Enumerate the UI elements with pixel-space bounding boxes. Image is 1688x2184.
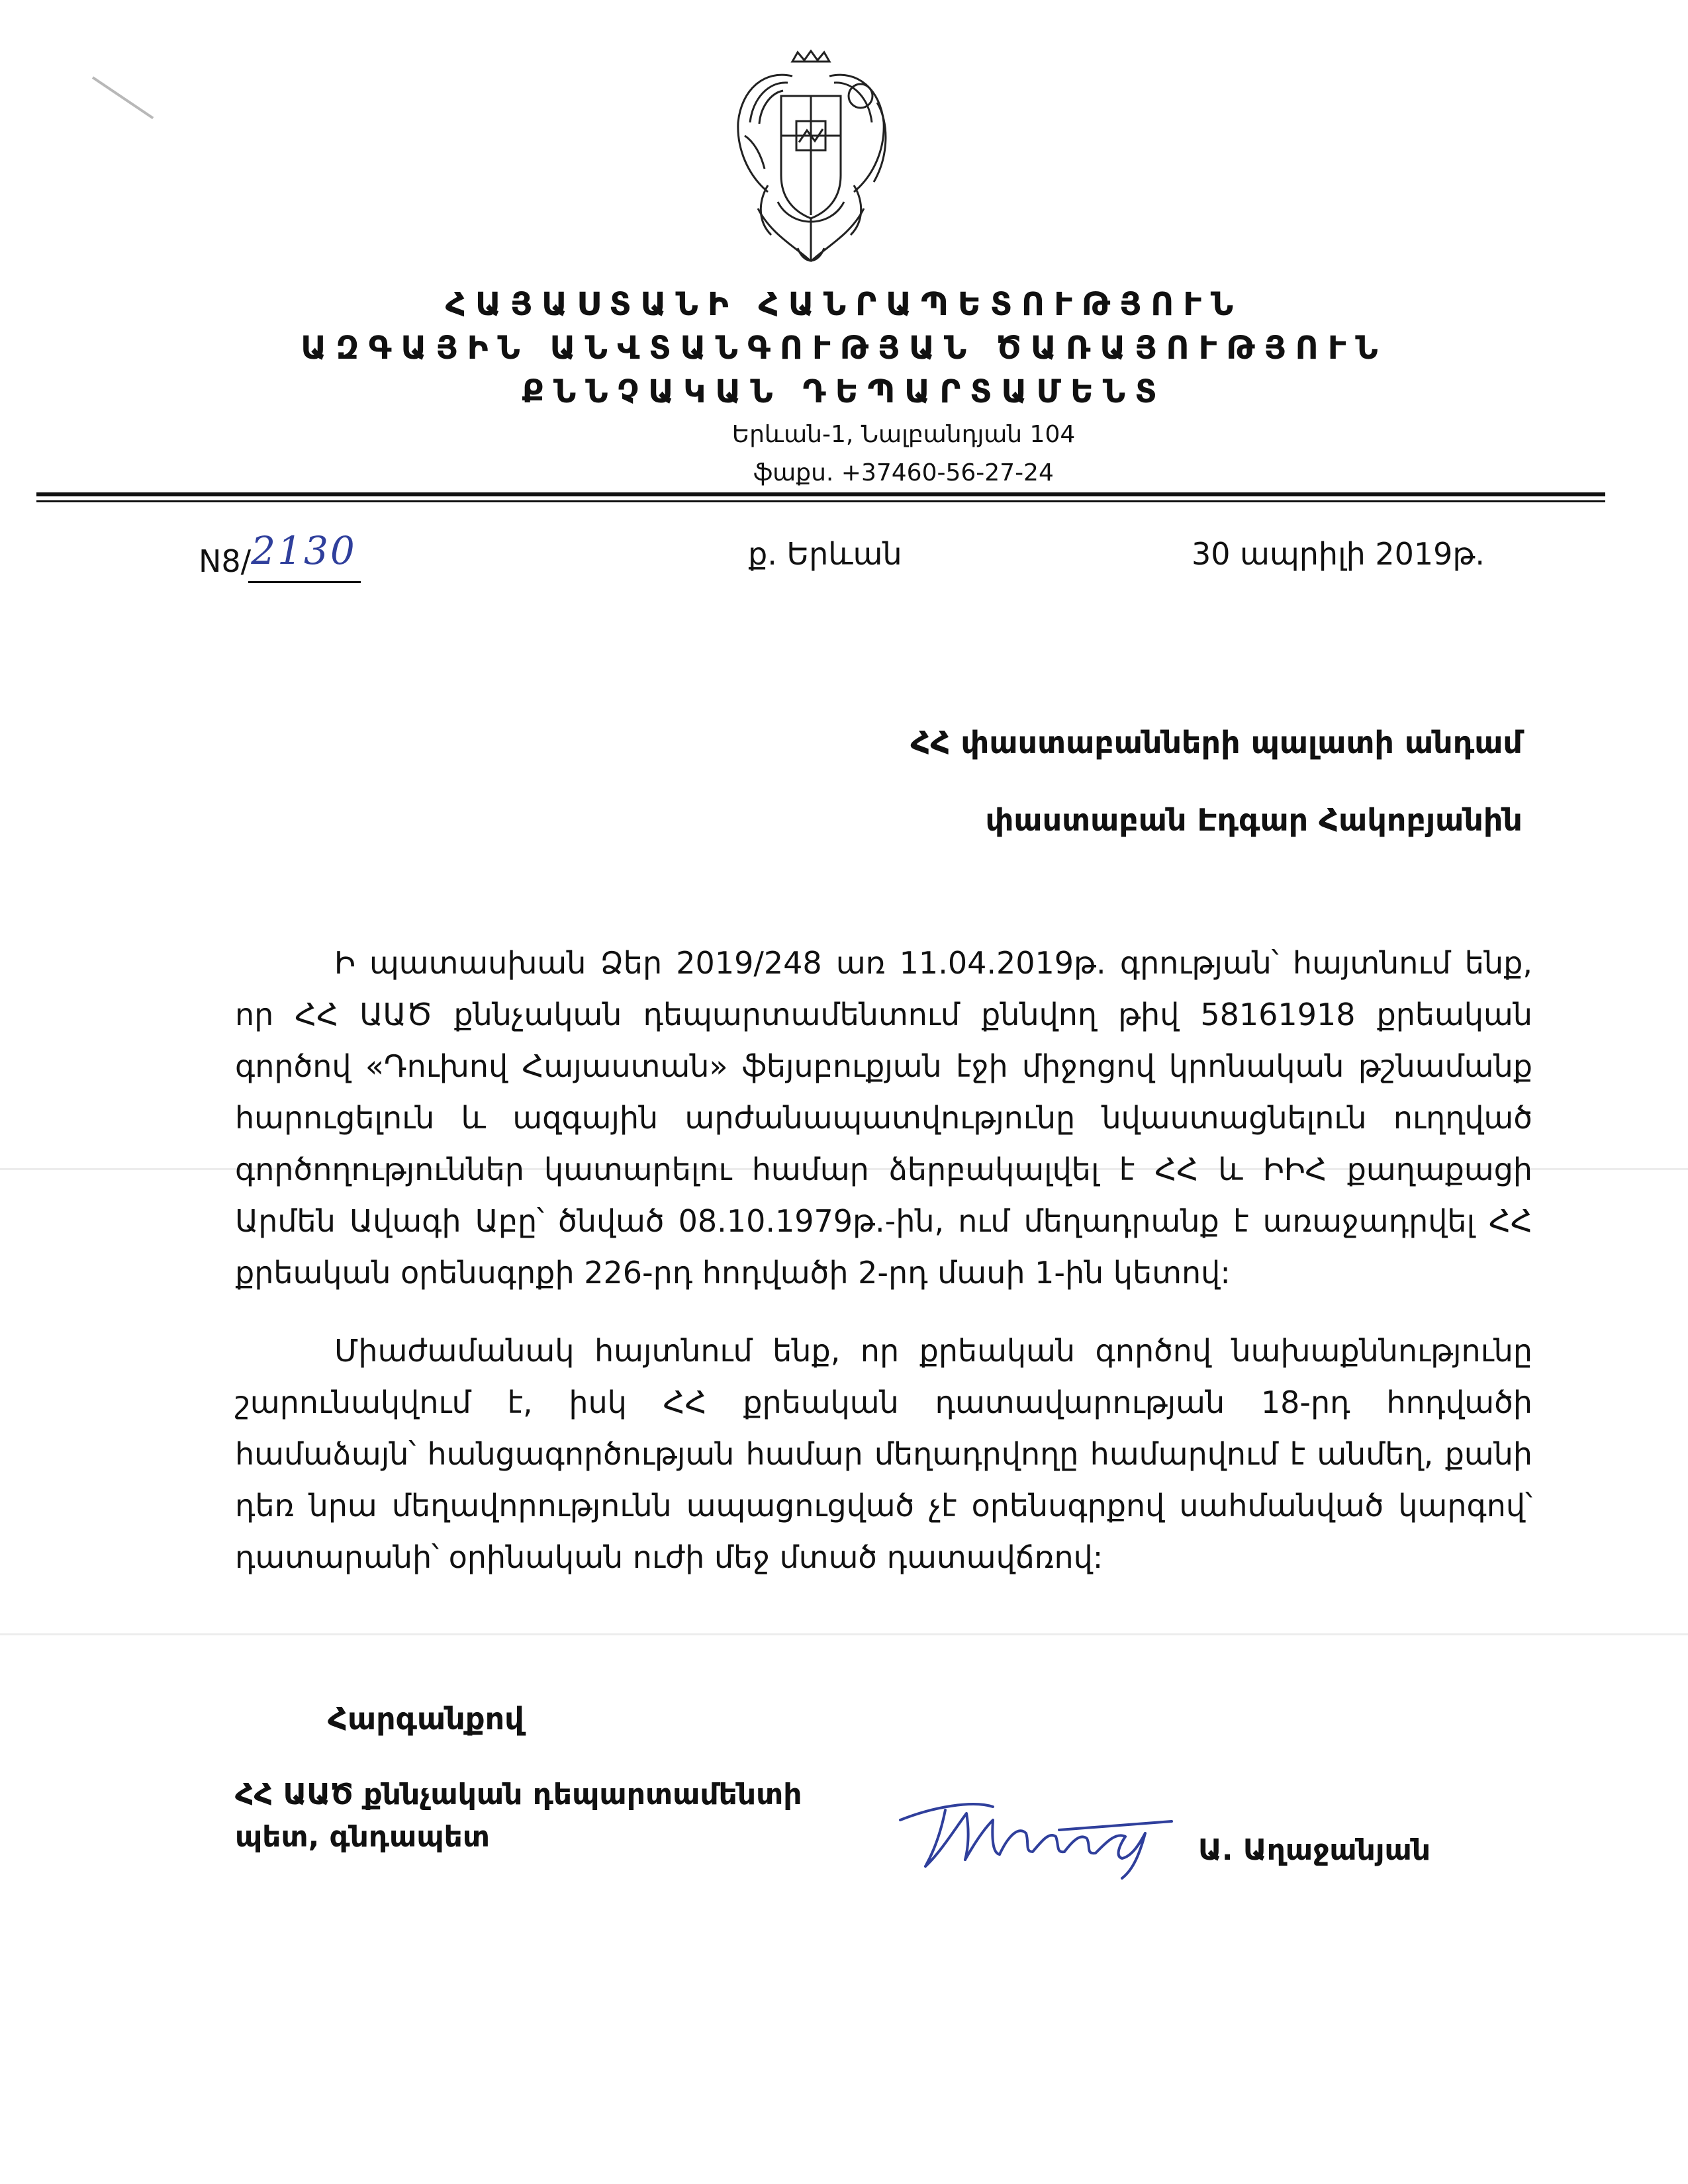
header-address: Երևան-1, Նալբանդյան 104	[731, 421, 1076, 448]
signatory-title-line-1: ՀՀ ԱԱԾ քննչական դեպարտամենտի	[235, 1778, 802, 1811]
registration-handwritten-number: 2130	[251, 528, 357, 573]
addressee-line-2: փաստաբան Էդգար Հակոբյանին	[985, 802, 1523, 838]
coat-of-arms-icon	[718, 50, 904, 275]
scan-mark	[92, 76, 154, 119]
closing-salutation: Հարգանքով	[328, 1701, 524, 1737]
signer-name: Ա. Աղաջանյան	[1198, 1833, 1431, 1867]
city: ք. Երևան	[748, 536, 902, 572]
signatory-title	[235, 1774, 802, 1858]
registration-underline	[248, 581, 361, 583]
registration-prefix: N8/	[199, 543, 252, 579]
header-divider-thin	[36, 500, 1605, 502]
header-state-name: ՀԱՅԱՍՏԱՆԻ ՀԱՆՐԱՊԵՏՈՒԹՅՈՒՆ	[445, 286, 1243, 323]
header-service-name: ԱԶԳԱՅԻՆ ԱՆՎՏԱՆԳՈՒԹՅԱՆ ԾԱՌԱՅՈՒԹՅՈՒՆ	[301, 330, 1387, 367]
handwritten-signature-icon	[894, 1780, 1178, 1880]
registration-number	[199, 528, 357, 581]
paragraph-text: Միաժամանակ հայտնում ենք, որ քրեական գործով նախաքննությունը շարունակվում է, իսկ ՀՀ քրեական դատավարության 18-րդ հոդվածի համաձայն՝ հանցագործության համար մեղադրվողը համարվում է անմեղ, քանի դեռ նրա մեղավորությունն ապացուցված չէ օրենսգրքով սահմանված կարգով՝ դատարանի՝ օրինական ուժի մեջ մտած դատավճռով:	[235, 1333, 1532, 1575]
body-paragraph-1	[235, 937, 1532, 1298]
paper-fold-line	[0, 1633, 1688, 1635]
header-department-name: ՔՆՆՉԱԿԱՆ ԴԵՊԱՐՏԱՄԵՆՏ	[522, 373, 1166, 410]
addressee-line-1: ՀՀ փաստաբանների պալատի անդամ	[910, 725, 1523, 760]
header-divider-thick	[36, 492, 1605, 496]
body-paragraph-2	[235, 1325, 1532, 1583]
letter-date: 30 ապրիլի 2019թ.	[1192, 536, 1485, 572]
paragraph-text: Ի պատասխան Ձեր 2019/248 առ 11.04.2019թ. գրության՝ հայտնում ենք, որ ՀՀ ԱԱԾ քննչական դեպարտամենտում քննվող թիվ 58161918 քրեական գործով «Դուխով Հայաստան» ֆեյսբուքյան էջի միջոցով կրոնական թշնամանք հարուցելուն և ազգային արժանապատվությունը նվաստացնելուն ուղղված գործողություններ կատարելու համար ձերբակալվել է ՀՀ և ԻԻՀ քաղաքացի Արմեն Ավագի Աբը՝ ծնված 08.10.1979թ.-ին, ում մեղադրանք է առաջադրվել ՀՀ քրեական օրենսգրքի 226-րդ հոդվածի 2-րդ մասի 1-ին կետով:	[235, 945, 1532, 1291]
header-fax: ֆաքս. +37460-56-27-24	[753, 459, 1054, 486]
signatory-title-line-2: պետ, գնդապետ	[235, 1820, 490, 1854]
